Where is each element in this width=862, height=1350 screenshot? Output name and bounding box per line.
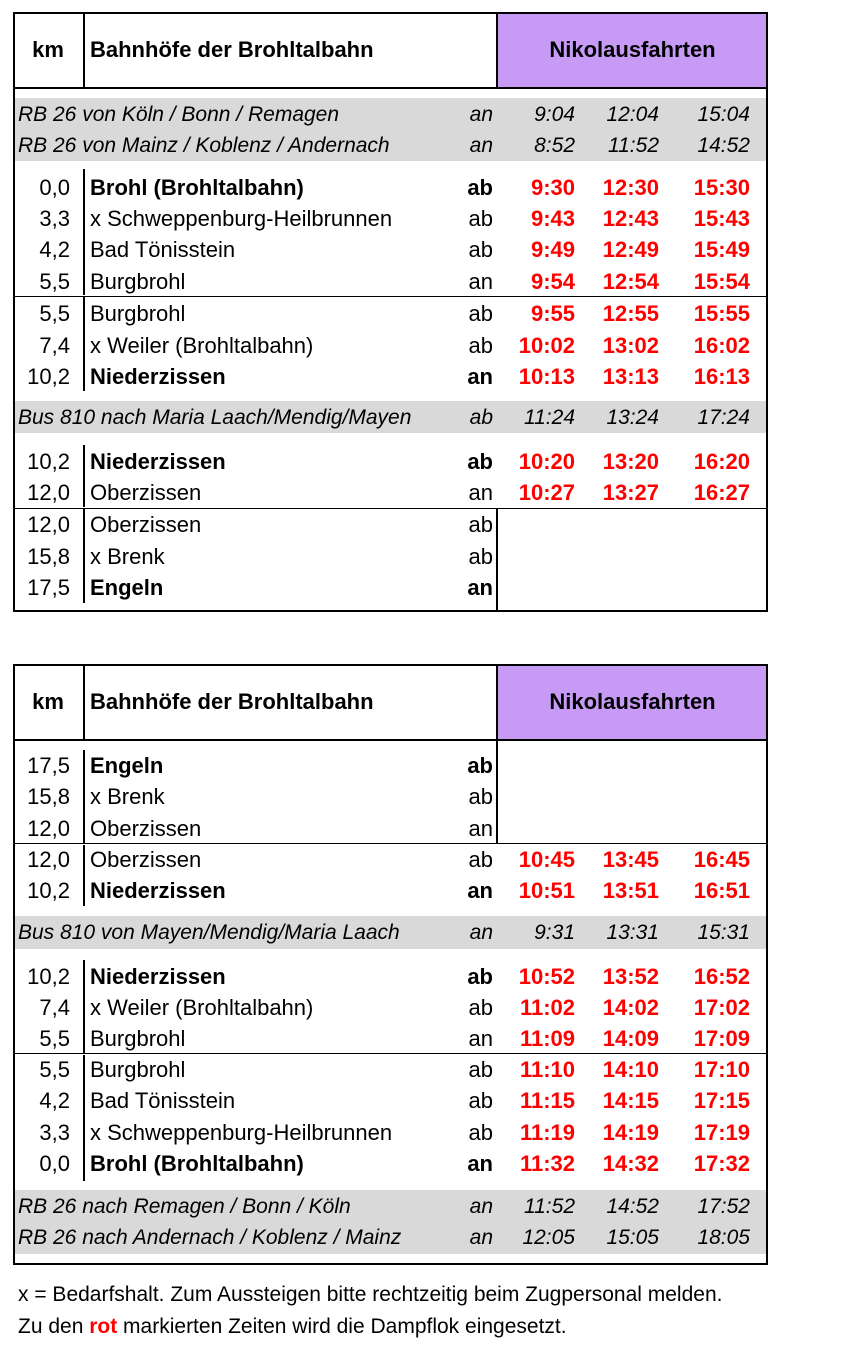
departure-time: 10:51 <box>518 878 575 903</box>
station-name: Bad Tönisstein <box>90 1088 236 1114</box>
table-row <box>13 1148 768 1179</box>
departure-time: 14:10 <box>602 1057 659 1082</box>
km-value: 17,5 <box>27 575 70 600</box>
departure-time: 10:02 <box>518 332 575 358</box>
km-value: 4,2 <box>39 237 70 263</box>
table-header <box>13 664 768 740</box>
km-value: 7,4 <box>39 995 70 1020</box>
arr-dep-marker: an <box>469 1195 493 1218</box>
footnote-line-1: x = Bedarfshalt. Zum Aussteigen bitte rechtzeitig beim Zugpersonal melden. <box>18 1283 723 1306</box>
km-value: 12,0 <box>27 847 70 872</box>
table-row <box>13 1117 768 1148</box>
connection-label: RB 26 nach Remagen / Bonn / Köln <box>18 1195 351 1218</box>
table-row <box>13 234 768 265</box>
timetable-outbound <box>13 12 768 612</box>
departure-time: 12:43 <box>602 206 659 232</box>
service-header: Nikolausfahrten <box>549 37 716 62</box>
departure-time: 13:27 <box>602 480 659 505</box>
departure-time: 13:20 <box>602 449 659 474</box>
km-value: 10,2 <box>27 878 70 903</box>
departure-time: 11:32 <box>519 1150 575 1176</box>
departure-time: 16:51 <box>693 878 750 903</box>
footnote-red-word: rot <box>89 1315 118 1338</box>
station-name: x Schweppenburg-Heilbrunnen <box>90 1119 393 1145</box>
connection-row <box>13 1222 768 1253</box>
station-name: x Brenk <box>90 784 165 810</box>
km-value: 5,5 <box>39 301 70 326</box>
departure-time: 14:32 <box>602 1150 659 1176</box>
km-header: km <box>32 37 64 62</box>
station-name: Engeln <box>90 575 164 600</box>
departure-time: 13:45 <box>602 847 659 872</box>
station-name: Burgbrohl <box>90 1026 186 1051</box>
arr-dep-marker: an <box>468 268 493 294</box>
km-value: 3,3 <box>39 1119 70 1145</box>
departure-time: 9:54 <box>530 268 575 294</box>
km-value: 12,0 <box>27 815 70 841</box>
arr-dep-marker: ab <box>468 332 493 358</box>
station-name: Burgbrohl <box>90 301 186 326</box>
connection-time: 14:52 <box>606 1195 659 1218</box>
departure-time: 17:02 <box>693 995 750 1020</box>
arr-dep-marker: ab <box>468 995 493 1020</box>
departure-time: 11:10 <box>519 1057 575 1082</box>
connection-time: 17:24 <box>697 406 750 429</box>
arr-dep-marker: ab <box>468 543 493 569</box>
km-header: km <box>32 689 64 714</box>
arr-dep-marker: ab <box>468 784 493 810</box>
departure-time: 17:15 <box>693 1088 750 1114</box>
table-row <box>13 1054 768 1085</box>
station-name: Burgbrohl <box>90 1057 186 1082</box>
departure-time: 12:49 <box>602 237 659 263</box>
connection-time: 11:24 <box>524 406 575 429</box>
connection-label: RB 26 von Köln / Bonn / Remagen <box>18 103 340 126</box>
table-row <box>13 572 768 603</box>
connection-time: 11:52 <box>608 134 659 157</box>
departure-time: 16:45 <box>693 847 750 872</box>
km-value: 3,3 <box>39 206 70 232</box>
arr-dep-marker: an <box>468 1026 493 1051</box>
table-row <box>13 1023 768 1054</box>
departure-time: 17:09 <box>693 1026 750 1051</box>
connection-row <box>13 99 768 130</box>
departure-time: 16:52 <box>693 964 750 989</box>
departure-time: 13:02 <box>602 332 659 358</box>
station-name: Brohl (Brohltalbahn) <box>90 1150 304 1176</box>
connection-time: 14:52 <box>697 134 750 157</box>
station-name: Niederzissen <box>90 964 226 989</box>
arr-dep-marker: an <box>467 364 493 389</box>
connection-time: 9:31 <box>534 921 575 944</box>
departure-time: 9:30 <box>530 175 575 200</box>
arr-dep-marker: an <box>469 103 493 126</box>
station-name: x Schweppenburg-Heilbrunnen <box>90 206 393 232</box>
arr-dep-marker: an <box>467 575 493 600</box>
station-name: Bad Tönisstein <box>90 237 236 263</box>
departure-time: 15:54 <box>693 268 750 294</box>
station-name: Oberzissen <box>90 512 202 537</box>
km-value: 5,5 <box>39 1057 70 1082</box>
arr-dep-marker: an <box>469 1226 493 1249</box>
station-name: Niederzissen <box>90 364 226 389</box>
departure-time: 11:15 <box>519 1088 575 1114</box>
connection-label: RB 26 nach Andernach / Koblenz / Mainz <box>18 1226 402 1249</box>
arr-dep-marker: ab <box>467 964 493 989</box>
km-value: 10,2 <box>27 364 70 389</box>
station-name: Oberzissen <box>90 847 202 872</box>
connection-time: 13:24 <box>606 406 659 429</box>
km-value: 0,0 <box>39 175 70 200</box>
arr-dep-marker: ab <box>468 1119 493 1145</box>
table-row <box>13 961 768 992</box>
departure-time: 17:10 <box>693 1057 750 1082</box>
station-name: Niederzissen <box>90 878 226 903</box>
connection-time: 13:31 <box>606 921 659 944</box>
departure-time: 12:55 <box>602 301 659 326</box>
footnote-text: markierten Zeiten wird die Dampflok eingesetzt. <box>117 1315 567 1338</box>
km-value: 12,0 <box>27 480 70 505</box>
connection-time: 9:04 <box>534 103 575 126</box>
departure-time: 10:45 <box>518 847 575 872</box>
departure-time: 15:49 <box>693 237 750 263</box>
table-row <box>13 509 768 540</box>
table-row <box>13 361 768 392</box>
arr-dep-marker: ab <box>468 206 493 232</box>
departure-time: 14:09 <box>602 1026 659 1051</box>
arr-dep-marker: ab <box>468 1088 493 1114</box>
arr-dep-marker: an <box>468 480 493 505</box>
table-row <box>13 298 768 329</box>
km-value: 0,0 <box>39 1150 70 1176</box>
table-row <box>13 330 768 361</box>
departure-time: 17:32 <box>693 1150 750 1176</box>
service-header: Nikolausfahrten <box>549 689 716 714</box>
table-row <box>13 446 768 477</box>
connection-time: 12:04 <box>606 103 659 126</box>
station-name: Niederzissen <box>90 449 226 474</box>
arr-dep-marker: an <box>469 134 493 157</box>
km-value: 5,5 <box>39 268 70 294</box>
station-name: Brohl (Brohltalbahn) <box>90 175 304 200</box>
departure-time: 9:43 <box>530 206 575 232</box>
arr-dep-marker: ab <box>468 847 493 872</box>
departure-time: 11:02 <box>519 995 575 1020</box>
km-value: 7,4 <box>39 332 70 358</box>
table-header <box>13 12 768 88</box>
km-value: 10,2 <box>27 449 70 474</box>
table-row <box>13 844 768 875</box>
table-row <box>13 781 768 812</box>
station-name: Engeln <box>90 753 164 778</box>
km-value: 5,5 <box>39 1026 70 1051</box>
connection-time: 15:31 <box>697 921 750 944</box>
arr-dep-marker: an <box>469 921 493 944</box>
departure-time: 15:43 <box>693 206 750 232</box>
stations-header: Bahnhöfe der Brohltalbahn <box>90 37 374 62</box>
connection-label: Bus 810 nach Maria Laach/Mendig/Mayen <box>18 406 412 429</box>
station-name: x Weiler (Brohltalbahn) <box>90 332 314 358</box>
arr-dep-marker: ab <box>469 406 493 429</box>
connection-time: 11:52 <box>524 1195 575 1218</box>
table-row <box>13 813 768 844</box>
station-name: Oberzissen <box>90 480 202 505</box>
departure-time: 10:52 <box>518 964 575 989</box>
departure-time: 13:13 <box>602 364 659 389</box>
departure-time: 10:13 <box>518 364 575 389</box>
connection-time: 17:52 <box>697 1195 750 1218</box>
arr-dep-marker: an <box>467 1150 493 1176</box>
departure-time: 9:55 <box>530 301 575 326</box>
table-row <box>13 992 768 1023</box>
station-name: x Brenk <box>90 543 165 569</box>
departure-time: 10:20 <box>518 449 575 474</box>
departure-time: 12:30 <box>602 175 659 200</box>
footnote-text: Zu den <box>18 1315 90 1338</box>
stations-header: Bahnhöfe der Brohltalbahn <box>90 689 374 714</box>
departure-time: 9:49 <box>530 237 575 263</box>
table-row <box>13 172 768 203</box>
arr-dep-marker: ab <box>467 753 493 778</box>
arr-dep-marker: ab <box>468 301 493 326</box>
table-row <box>13 541 768 572</box>
departure-time: 16:27 <box>693 480 750 505</box>
station-name: Oberzissen <box>90 815 202 841</box>
arr-dep-marker: ab <box>468 512 493 537</box>
km-value: 15,8 <box>27 543 70 569</box>
departure-time: 16:02 <box>693 332 750 358</box>
connection-row <box>13 1191 768 1222</box>
arr-dep-marker: ab <box>467 449 493 474</box>
km-value: 15,8 <box>27 784 70 810</box>
connection-row <box>13 917 768 948</box>
departure-time: 15:30 <box>693 175 750 200</box>
station-name: Burgbrohl <box>90 268 186 294</box>
connection-row <box>13 402 768 433</box>
arr-dep-marker: ab <box>467 175 493 200</box>
departure-time: 16:13 <box>693 364 750 389</box>
departure-time: 13:51 <box>602 878 659 903</box>
connection-time: 15:04 <box>697 103 750 126</box>
departure-time: 11:19 <box>519 1119 575 1145</box>
departure-time: 15:55 <box>693 301 750 326</box>
km-value: 4,2 <box>39 1088 70 1114</box>
station-name: x Weiler (Brohltalbahn) <box>90 995 314 1020</box>
km-value: 10,2 <box>27 964 70 989</box>
connection-time: 15:05 <box>606 1226 659 1249</box>
arr-dep-marker: an <box>468 815 493 841</box>
table-row <box>13 203 768 234</box>
arr-dep-marker: an <box>467 878 493 903</box>
departure-time: 16:20 <box>693 449 750 474</box>
table-row <box>13 1085 768 1116</box>
departure-time: 14:19 <box>602 1119 659 1145</box>
connection-time: 12:05 <box>522 1226 575 1249</box>
connection-label: RB 26 von Mainz / Koblenz / Andernach <box>18 134 390 157</box>
connection-time: 8:52 <box>534 134 575 157</box>
connection-label: Bus 810 von Mayen/Mendig/Maria Laach <box>18 921 400 944</box>
departure-time: 14:15 <box>602 1088 659 1114</box>
departure-time: 14:02 <box>602 995 659 1020</box>
table-row <box>13 750 768 781</box>
km-value: 12,0 <box>27 512 70 537</box>
table-row <box>13 477 768 508</box>
timetable-return <box>13 664 768 1265</box>
connection-row <box>13 130 768 161</box>
footnote-line-2 <box>18 1312 567 1342</box>
km-value: 17,5 <box>27 753 70 778</box>
connection-time: 18:05 <box>697 1226 750 1249</box>
departure-time: 13:52 <box>602 964 659 989</box>
departure-time: 11:09 <box>519 1026 575 1051</box>
arr-dep-marker: ab <box>468 1057 493 1082</box>
departure-time: 10:27 <box>518 480 575 505</box>
departure-time: 17:19 <box>693 1119 750 1145</box>
table-row <box>13 266 768 297</box>
table-row <box>13 875 768 906</box>
departure-time: 12:54 <box>602 268 659 294</box>
arr-dep-marker: ab <box>468 237 493 263</box>
